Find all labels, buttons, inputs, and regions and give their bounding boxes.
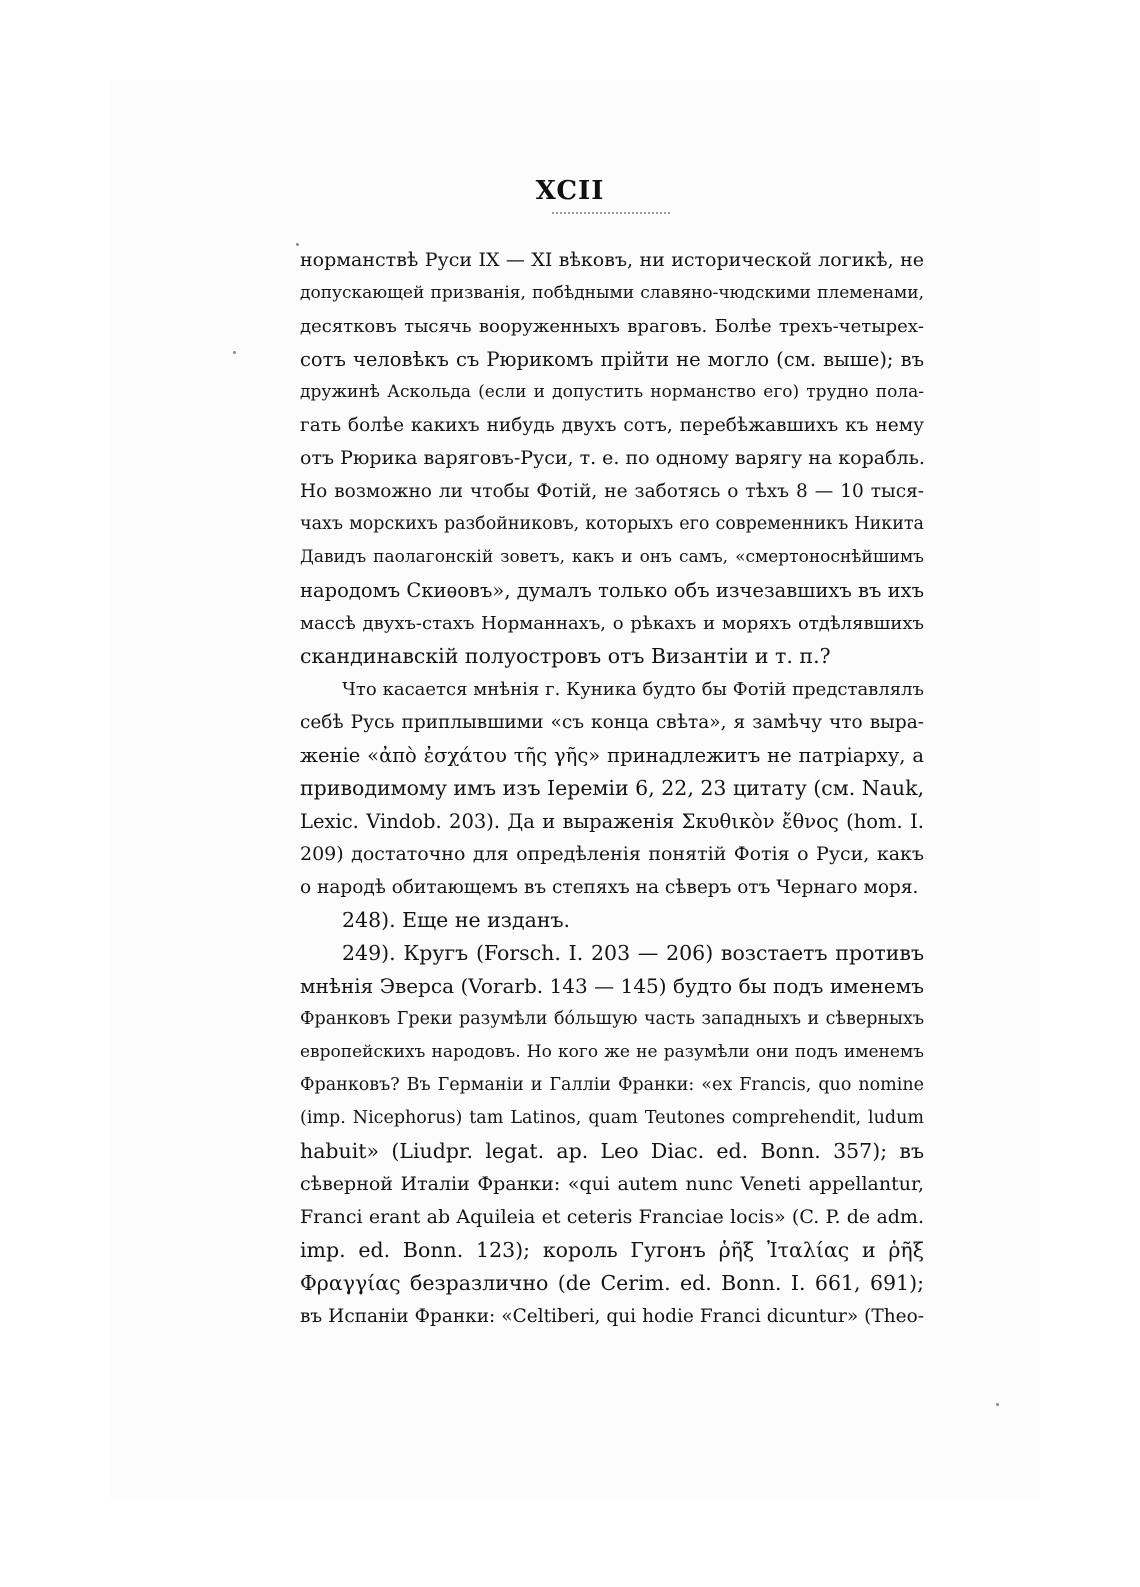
text-line: женіе «ἀπὸ ἐσχάτου τῆς γῆς» принадлежитъ не патріарху, а bbox=[300, 744, 924, 767]
text-line: Lexic. Vindob. 203). Да и выраженія Σκυθικὸν ἔθνος (hom. I. bbox=[300, 810, 924, 833]
text-line: habuit» (Liudpr. legat. ap. Leo Diac. ed. Bonn. 357); въ bbox=[300, 1139, 924, 1163]
text-line: Что касается мнѣнія г. Куника будто бы Фотій представлялъ bbox=[342, 679, 924, 700]
text-line: 248). Еще не изданъ. bbox=[342, 908, 571, 932]
text-line: (imp. Nicephorus) tam Latinos, quam Teutones comprehendit, ludum bbox=[300, 1108, 924, 1128]
text-line: Франковъ? Въ Германіи и Галліи Франки: «ex Francis, quo nomine bbox=[300, 1075, 924, 1095]
text-line: Но возможно ли чтобы Фотій, не заботясь о тѣхъ 8 — 10 тыся- bbox=[300, 481, 924, 502]
text-line: imp. ed. Bonn. 123); король Гугонъ ῥῆξ Ἰταλίας и ῥῆξ bbox=[300, 1238, 924, 1262]
text-line: о народѣ обитающемъ въ степяхъ на сѣверъ отъ Чернаго моря. bbox=[300, 877, 919, 898]
text-line: народомъ Скиѳовъ», думалъ только объ изчезавшихъ въ ихъ bbox=[300, 579, 924, 602]
text-line: отъ Рюрика варяговъ-Руси, т. е. по одному варягу на корабль. bbox=[300, 447, 925, 469]
text-line: дружинѣ Аскольда (если и допустить норманство его) трудно пола- bbox=[300, 382, 924, 402]
text-line: себѣ Русь приплывшими «съ конца свѣта», я замѣчу что выра- bbox=[300, 712, 924, 733]
text-line: десятковъ тысячь вооруженныхъ враговъ. Болѣе трехъ-четырех- bbox=[300, 316, 924, 337]
text-line: 249). Кругъ (Forsch. I. 203 — 206) возстаетъ противъ bbox=[342, 941, 924, 965]
text-line: чахъ морскихъ разбойниковъ, которыхъ его современникъ Никита bbox=[300, 514, 924, 534]
text-line: сотъ человѣкъ съ Рюрикомъ прійти не могло (см. выше); въ bbox=[300, 348, 924, 371]
text-line: Franci erant ab Aquileia et ceteris Franciae locis» (C. P. de adm. bbox=[300, 1206, 924, 1228]
scan-speck bbox=[996, 1403, 999, 1406]
text-line: Давидъ паолагонскій зоветъ, какъ и онъ самъ, «смертоноснѣйшимъ bbox=[300, 547, 924, 567]
body-text bbox=[300, 244, 924, 1333]
text-line: 209) достаточно для опредѣленія понятій Фотія о Руси, какъ bbox=[300, 843, 924, 865]
text-line: въ Испаніи Франки: «Celtiberi, qui hodie Franci dicuntur» (Theo- bbox=[300, 1306, 924, 1327]
page-number-underline bbox=[552, 212, 670, 214]
scan-speck bbox=[296, 243, 299, 246]
text-line: массѣ двухъ-стахъ Норманнахъ, о рѣкахъ и моряхъ отдѣлявшихъ bbox=[300, 613, 924, 634]
text-line: европейскихъ народовъ. Но кого же не разумѣли они подъ именемъ bbox=[300, 1042, 924, 1062]
text-line: норманствѣ Руси IX — XI вѣковъ, ни исторической логикѣ, не bbox=[300, 249, 924, 271]
text-line: Φραγγίας безразлично (de Cerim. ed. Bonn. I. 661, 691); bbox=[300, 1271, 924, 1295]
text-line: скандинавскій полуостровъ отъ Византіи и т. п.? bbox=[300, 644, 831, 668]
text-line: мнѣнія Эверса (Vorarb. 143 — 145) будто бы подъ именемъ bbox=[300, 974, 924, 998]
text-line: Франковъ Греки разумѣли бóльшую часть западныхъ и сѣверныхъ bbox=[300, 1009, 924, 1029]
text-line: допускающей призванія, побѣдными славяно-чюдскими племенами, bbox=[300, 283, 924, 303]
text-line: приводимому имъ изъ Іереміи 6, 22, 23 цитату (см. Nauk, bbox=[300, 776, 925, 800]
page-number: XCII bbox=[535, 176, 605, 206]
text-line: гать болѣе какихъ нибудь двухъ сотъ, перебѣжавшихъ къ нему bbox=[300, 415, 924, 436]
text-line: сѣверной Италіи Франки: «qui autem nunc Veneti appellantur, bbox=[300, 1173, 924, 1195]
scan-speck bbox=[233, 351, 236, 354]
